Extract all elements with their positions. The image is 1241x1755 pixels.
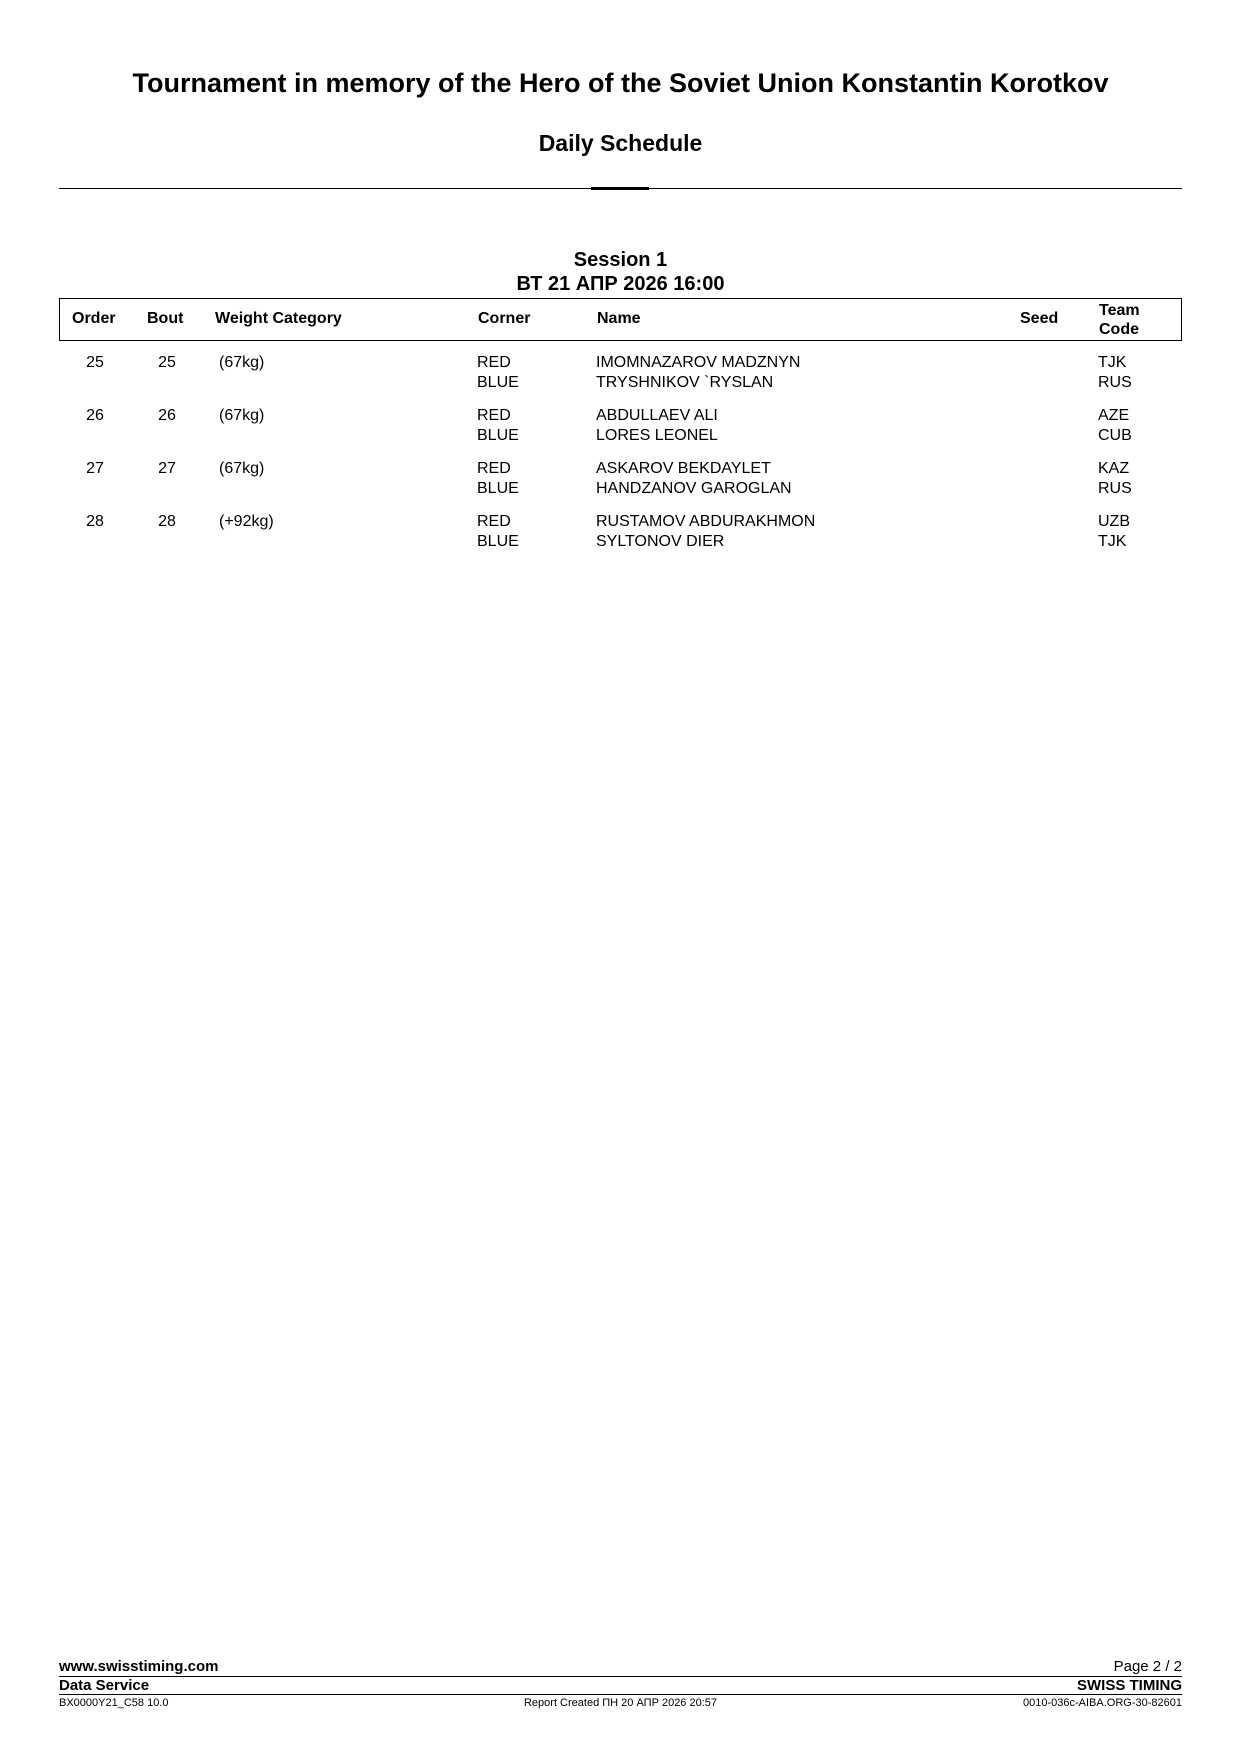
session-datetime: ВТ 21 АПР 2026 16:00 (516, 273, 725, 295)
table-row (0, 405, 1241, 458)
header-divider-accent (591, 187, 649, 190)
blue-boxer-name: LORES LEONEL (596, 427, 718, 444)
red-corner-label: RED (477, 513, 511, 530)
blue-corner-label: BLUE (477, 374, 519, 391)
blue-team-code: RUS (1098, 374, 1132, 391)
blue-corner-label: BLUE (477, 480, 519, 497)
footer-divider (59, 1676, 1182, 1677)
red-boxer-name: ABDULLAEV ALI (596, 407, 718, 424)
red-boxer-name: RUSTAMOV ABDURAKHMON (596, 513, 816, 530)
red-boxer-name: IMOMNAZAROV MADZNYN (596, 354, 801, 371)
column-header-team-code-line2: Code (1099, 321, 1139, 338)
bout-order: 26 (86, 407, 104, 424)
column-header-team-code-line1: Team (1099, 302, 1140, 319)
bout-number: 26 (158, 407, 176, 424)
footer-report-code: BX0000Y21_C58 10.0 (59, 1697, 169, 1709)
session-title: Session 1 (573, 249, 668, 271)
bout-number: 28 (158, 513, 176, 530)
red-corner-label: RED (477, 354, 511, 371)
blue-team-code: RUS (1098, 480, 1132, 497)
column-header-weight-category: Weight Category (215, 310, 342, 327)
document-title: Tournament in memory of the Hero of the Soviet Union Konstantin Korotkov (132, 68, 1109, 98)
bout-order: 28 (86, 513, 104, 530)
table-row (0, 511, 1241, 564)
blue-boxer-name: SYLTONOV DIER (596, 533, 725, 550)
red-corner-label: RED (477, 460, 511, 477)
footer-report-created: Report Created ПН 20 АПР 2026 20:57 (523, 1697, 718, 1709)
table-row (0, 458, 1241, 511)
table-header (59, 298, 1182, 341)
column-header-order: Order (72, 310, 116, 327)
bout-order: 25 (86, 354, 104, 371)
weight-category: (67kg) (219, 407, 265, 424)
bout-order: 27 (86, 460, 104, 477)
blue-team-code: TJK (1098, 533, 1127, 550)
column-header-seed: Seed (1020, 310, 1059, 327)
footer-divider (59, 1694, 1182, 1695)
blue-boxer-name: TRYSHNIKOV `RYSLAN (596, 374, 774, 391)
red-team-code: KAZ (1098, 460, 1130, 477)
blue-boxer-name: HANDZANOV GAROGLAN (596, 480, 792, 497)
column-header-team-code (1099, 301, 1140, 339)
column-header-corner: Corner (478, 310, 531, 327)
red-corner-label: RED (477, 407, 511, 424)
weight-category: (67kg) (219, 354, 265, 371)
bout-number: 27 (158, 460, 176, 477)
blue-corner-label: BLUE (477, 533, 519, 550)
bout-number: 25 (158, 354, 176, 371)
blue-team-code: CUB (1098, 427, 1132, 444)
column-header-bout: Bout (147, 310, 184, 327)
footer-data-service: Data Service (59, 1677, 150, 1694)
red-team-code: UZB (1098, 513, 1130, 530)
blue-corner-label: BLUE (477, 427, 519, 444)
footer-website-link[interactable]: www.swisstiming.com (59, 1658, 219, 1675)
column-header-name: Name (597, 310, 641, 327)
bout-list (0, 352, 1241, 564)
footer-page-number: Page 2 / 2 (1113, 1658, 1182, 1675)
footer-brand: SWISS TIMING (1077, 1677, 1182, 1694)
table-row (0, 352, 1241, 405)
red-team-code: TJK (1098, 354, 1127, 371)
weight-category: (67kg) (219, 460, 265, 477)
weight-category: (+92kg) (219, 513, 274, 530)
footer-document-id: 0010-036c-AIBA.ORG-30-82601 (1023, 1697, 1182, 1709)
red-boxer-name: ASKAROV BEKDAYLET (596, 460, 771, 477)
document-subtitle: Daily Schedule (538, 130, 703, 156)
red-team-code: AZE (1098, 407, 1130, 424)
